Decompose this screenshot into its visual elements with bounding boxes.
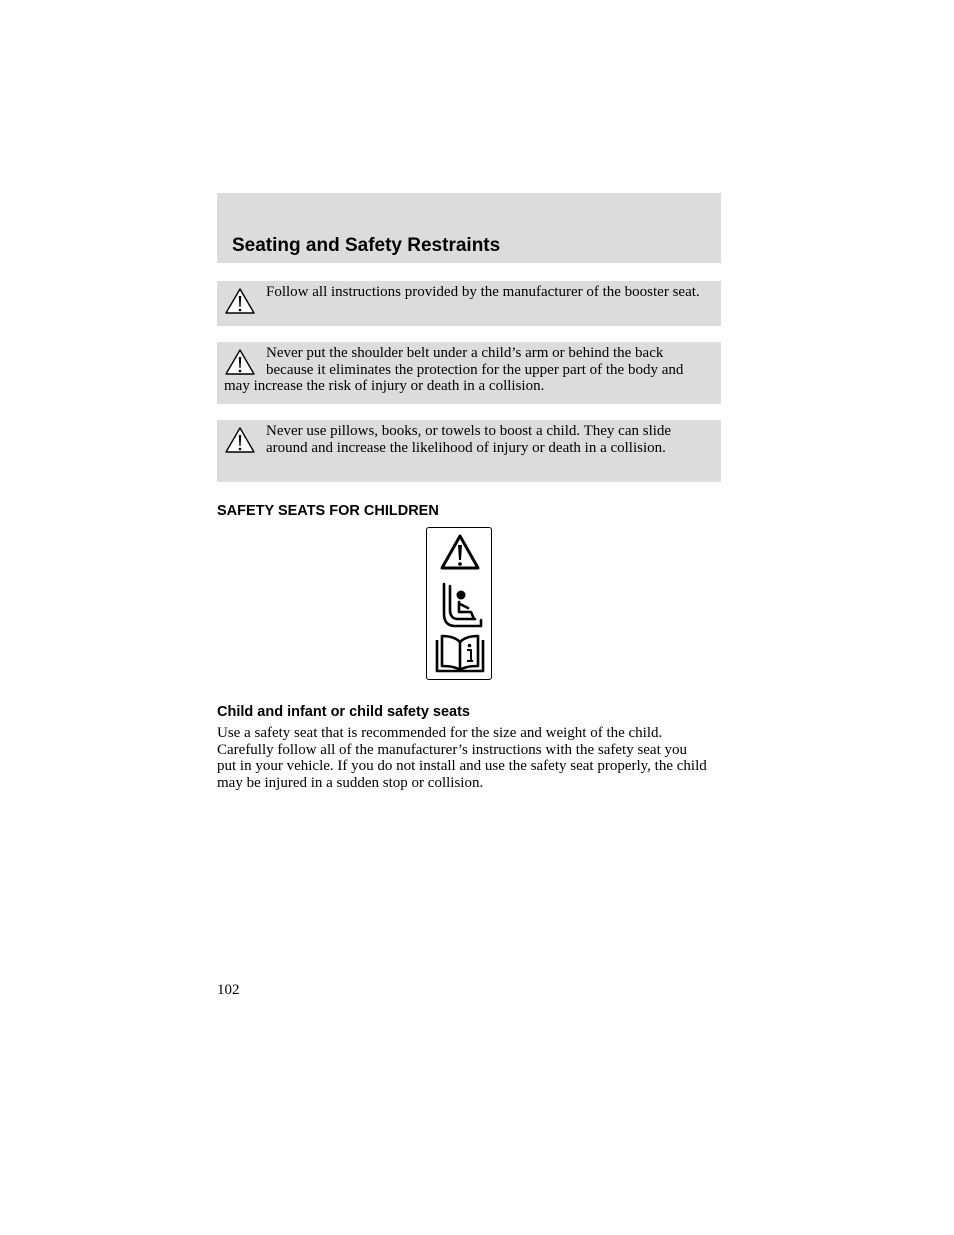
warning-text: Never use pillows, books, or towels to boost a child. They can slide around and increase the likelihood of injury or death in a collision. — [266, 423, 672, 456]
body-paragraph: Use a safety seat that is recommended for the size and weight of the child. Carefully follow all of the manufacturer’s instructions with the safety seat you put in your vehicle. If you do not install and use the safety seat properly, the child may be injured in a sudden stop or collision. — [217, 725, 707, 791]
warning-text: Follow all instructions provided by the manufacturer of the booster seat. — [266, 284, 700, 300]
warning-box-booster-instructions — [217, 281, 721, 326]
subsection-heading: Child and infant or child safety seats — [217, 704, 470, 720]
warning-text: Never put the shoulder belt under a child’s arm or behind the back because it eliminates the protection for the upper part of the body and may increase the risk of injury or death in a collision. — [224, 345, 684, 394]
safety-symbols-panel — [426, 527, 492, 680]
child-seat-icon — [444, 584, 481, 626]
warning-box-shoulder-belt — [217, 342, 721, 404]
owner-guide-book-icon — [437, 636, 483, 671]
warning-triangle-icon — [442, 536, 478, 568]
warning-triangle-icon — [224, 348, 256, 376]
chapter-header-band — [217, 193, 721, 263]
warning-box-no-pillows — [217, 420, 721, 482]
warning-triangle-icon — [224, 426, 256, 454]
section-heading: SAFETY SEATS FOR CHILDREN — [217, 503, 439, 519]
page-number: 102 — [217, 982, 240, 998]
warning-triangle-icon — [224, 287, 256, 315]
chapter-title: Seating and Safety Restraints — [232, 235, 501, 256]
